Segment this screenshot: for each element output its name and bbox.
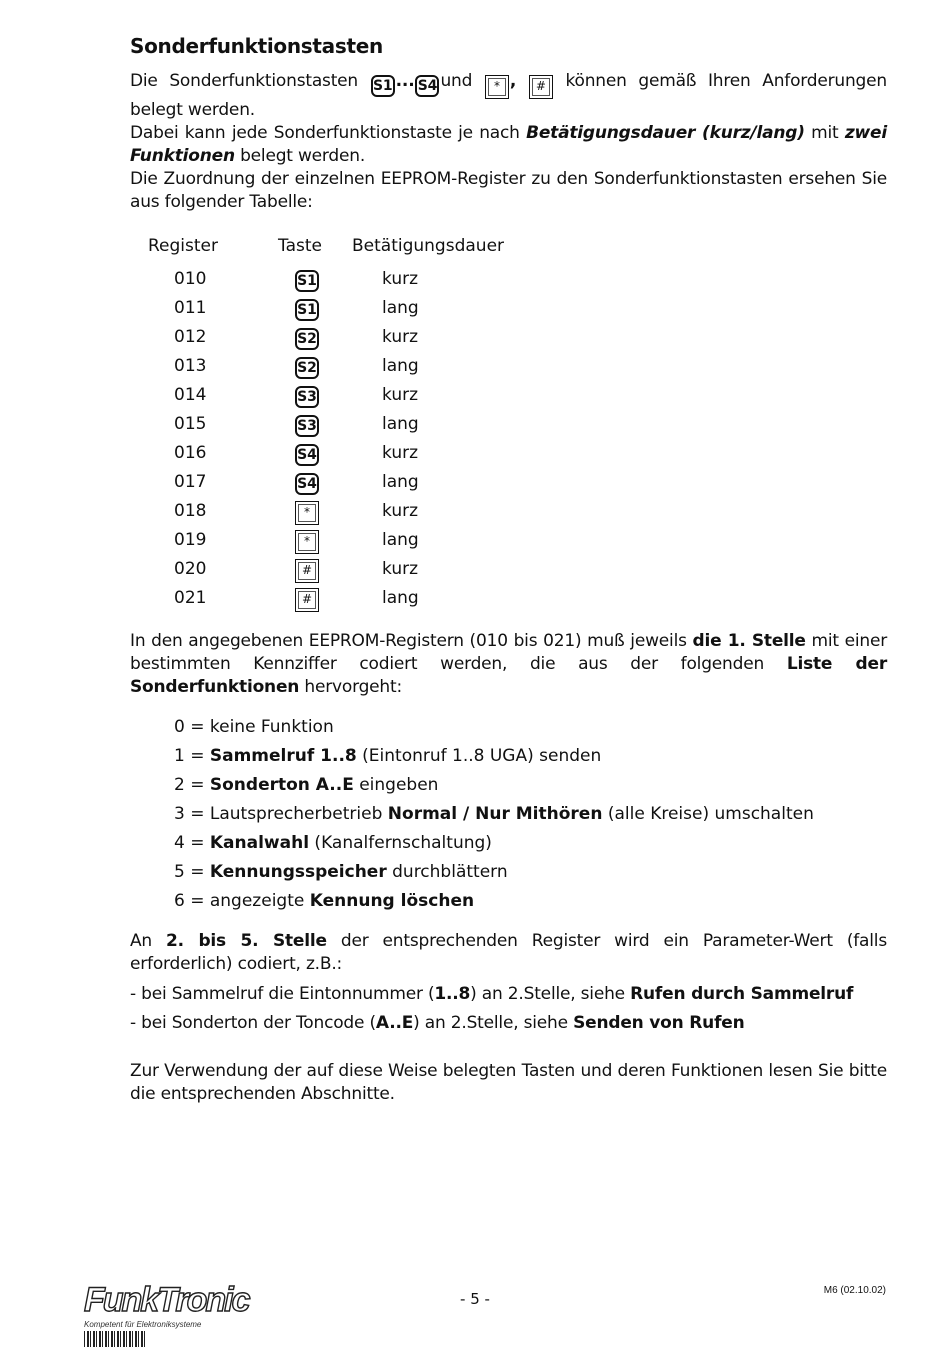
duration-cell: lang: [382, 471, 419, 492]
page-title: Sonderfunktionstasten: [130, 34, 383, 58]
function-bold: Sonderton A..E: [209, 775, 354, 795]
register-cell: 020: [174, 558, 207, 579]
register-cell: 018: [174, 500, 207, 521]
table-row: [148, 351, 504, 380]
function-text: 3 = Lautsprecherbetrieb: [174, 804, 388, 824]
params-l1-c: ) an 2.Stelle, siehe: [470, 984, 631, 1004]
params-l1-a: - bei Sammelruf die Eintonnummer (: [130, 984, 435, 1004]
table-row: [148, 438, 504, 467]
register-cell: 017: [174, 471, 207, 492]
key-cell: [278, 554, 352, 583]
duration-cell: kurz: [382, 500, 419, 521]
table-row: [148, 409, 504, 438]
function-text-post: (Kanalfernschaltung): [309, 833, 492, 853]
table-body: [148, 264, 504, 612]
list-item: [174, 771, 887, 800]
barcode-icon: [84, 1331, 146, 1347]
function-text: 5 =: [174, 862, 210, 882]
list-item: [174, 829, 887, 858]
closing-paragraph: Zur Verwendung der auf diese Weise belegten Tasten und deren Funktionen lesen Sie bitte die entsprechenden Abschnitte.: [130, 1061, 887, 1104]
intro-paragraph-3: Die Zuordnung der einzelnen EEPROM-Register zu den Sonderfunktionstasten ersehen Sie aus folgender Tabelle:: [130, 169, 887, 212]
function-bold: Kennung löschen: [309, 891, 475, 911]
key-cell: [278, 496, 352, 525]
list-item: [174, 858, 887, 887]
params-text-a: An: [130, 931, 167, 951]
duration-cell: kurz: [382, 268, 419, 289]
page-number: - 5 -: [460, 1290, 490, 1308]
table-row: [148, 554, 504, 583]
register-cell: 016: [174, 442, 207, 463]
params-line-1: [130, 980, 887, 1009]
after-table-text-e: hervorgeht:: [299, 677, 402, 697]
params-paragraph: [130, 930, 887, 976]
function-list: [174, 713, 887, 916]
header-register: Register: [148, 236, 218, 256]
duration-cell: lang: [382, 413, 419, 434]
function-bold: Sammelruf 1..8: [209, 746, 357, 766]
params-l1-b: 1..8: [434, 984, 471, 1004]
comma-text: ,: [509, 71, 517, 91]
params-text-c: der entsprechenden Register wird ein Parameter-Wert (falls erforderlich) codiert, z.B.:: [130, 931, 887, 974]
key-square-icon: *: [295, 501, 319, 525]
key-round-icon: S3: [295, 386, 319, 408]
function-text-post: (alle Kreise) umschalten: [602, 804, 814, 824]
list-item: [174, 742, 887, 771]
und-text: und: [440, 71, 484, 91]
key-square-icon: #: [295, 588, 319, 612]
intro-text-end: können gemäß Ihren Anforderungen belegt werden.: [130, 71, 887, 120]
key-round-icon: S2: [295, 357, 319, 379]
duration-cell: lang: [382, 355, 419, 376]
key-cell: [278, 583, 352, 612]
register-cell: 021: [174, 587, 207, 608]
logo-wordmark: FunkTronic: [84, 1281, 249, 1319]
logo-tagline: Kompetent für Elektroniksysteme: [84, 1320, 202, 1329]
key-star-icon: *: [485, 75, 509, 99]
function-text-post: (Eintonruf 1..8 UGA) senden: [356, 746, 602, 766]
intro-text: Die Sonderfunktionstasten: [130, 71, 370, 91]
document-page: [130, 30, 887, 1106]
key-round-icon: S1: [295, 299, 319, 321]
ellipsis-text: ...: [395, 71, 415, 91]
table-row: [148, 293, 504, 322]
duration-cell: lang: [382, 587, 419, 608]
register-table: [148, 234, 504, 612]
header-duration: Betätigungsdauer: [352, 236, 505, 256]
after-table-paragraph: [130, 630, 887, 699]
header-key: Taste: [278, 236, 322, 256]
duration-cell: kurz: [382, 442, 419, 463]
function-text: 0 = keine Funktion: [174, 717, 334, 737]
after-table-text-a: In den angegebenen EEPROM-Registern (010 bis 021) muß jeweils: [130, 631, 693, 651]
params-l2-d: Senden von Rufen: [573, 1013, 745, 1033]
list-item: [174, 800, 887, 829]
table-row: [148, 322, 504, 351]
after-table-bold-b: die 1. Stelle: [692, 631, 806, 651]
params-bold-b: 2. bis 5. Stelle: [166, 931, 327, 951]
function-text: 2 =: [174, 775, 210, 795]
table-row: [148, 583, 504, 612]
register-cell: 013: [174, 355, 207, 376]
key-cell: [278, 438, 352, 467]
table-row: [148, 496, 504, 525]
params-l2-a: - bei Sonderton der Toncode (: [130, 1013, 376, 1033]
key-round-icon: S1: [295, 270, 319, 292]
doc-code: M6 (02.10.02): [823, 1285, 886, 1296]
duration-cell: kurz: [382, 558, 419, 579]
key-round-icon: S3: [295, 415, 319, 437]
params-l2-b: A..E: [375, 1013, 414, 1033]
function-text: 6 = angezeigte: [174, 891, 310, 911]
params-l1-d: Rufen durch Sammelruf: [630, 984, 854, 1004]
key-square-icon: #: [295, 559, 319, 583]
p2-emphasis-duration: Betätigungsdauer (kurz/lang): [526, 123, 805, 143]
after-table-bold-d: Liste der Sonderfunktionen: [130, 654, 887, 697]
key-s4-icon: S4: [415, 75, 439, 97]
key-cell: [278, 293, 352, 322]
params-l2-c: ) an 2.Stelle, siehe: [413, 1013, 574, 1033]
key-round-icon: S2: [295, 328, 319, 350]
register-cell: 015: [174, 413, 207, 434]
duration-cell: lang: [382, 297, 419, 318]
function-text-post: durchblättern: [386, 862, 508, 882]
duration-cell: kurz: [382, 326, 419, 347]
p2-text-e: belegt werden.: [234, 146, 366, 166]
register-cell: 010: [174, 268, 207, 289]
p2-emphasis-functions: zwei Funktionen: [130, 123, 887, 166]
duration-cell: kurz: [382, 384, 419, 405]
after-table-text-c: mit einer bestimmten Kennziffer codiert werden, die aus der folgenden: [130, 631, 887, 674]
register-cell: 011: [174, 297, 207, 318]
table-row: [148, 467, 504, 496]
key-cell: [278, 409, 352, 438]
key-cell: [278, 467, 352, 496]
duration-cell: lang: [382, 529, 419, 550]
key-s1-icon: S1: [371, 75, 395, 97]
function-text: 4 =: [174, 833, 210, 853]
intro-paragraph-2: [130, 122, 887, 168]
p2-text-a: Dabei kann jede Sonderfunktionstaste je nach: [130, 123, 527, 143]
key-cell: [278, 322, 352, 351]
list-item: [174, 713, 887, 742]
intro-paragraph-1: [130, 70, 887, 122]
register-cell: 012: [174, 326, 207, 347]
function-text-post: eingeben: [353, 775, 439, 795]
key-round-icon: S4: [295, 473, 319, 495]
function-text: 1 =: [174, 746, 210, 766]
register-cell: 019: [174, 529, 207, 550]
key-square-icon: *: [295, 530, 319, 554]
table-row: [148, 525, 504, 554]
key-cell: [278, 351, 352, 380]
key-cell: [278, 525, 352, 554]
key-hash-icon: #: [529, 75, 553, 99]
function-bold: Kennungsspeicher: [209, 862, 387, 882]
function-bold: Normal / Nur Mithören: [387, 804, 603, 824]
key-cell: [278, 380, 352, 409]
table-row: [148, 380, 504, 409]
key-cell: [278, 264, 352, 293]
list-item: [174, 887, 887, 916]
key-round-icon: S4: [295, 444, 319, 466]
function-bold: Kanalwahl: [209, 833, 310, 853]
p2-text-c: mit: [804, 123, 845, 143]
table-header-row: [148, 234, 504, 264]
params-line-2: [130, 1009, 887, 1038]
register-cell: 014: [174, 384, 207, 405]
table-row: [148, 264, 504, 293]
